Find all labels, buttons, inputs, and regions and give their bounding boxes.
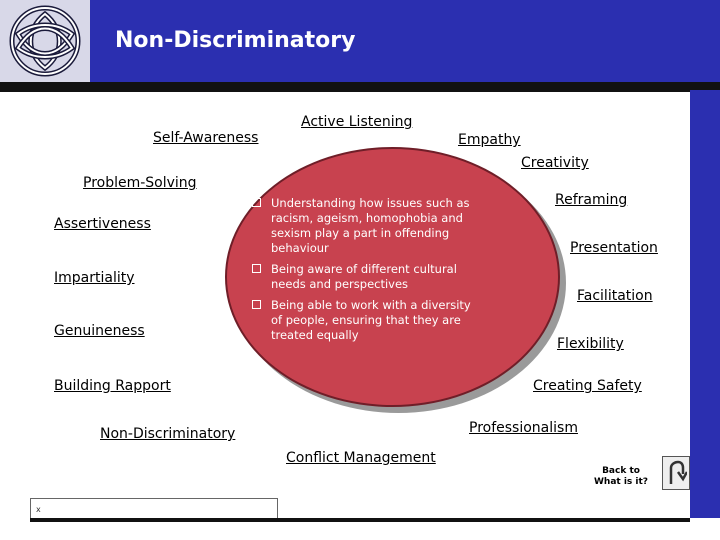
footer-divider bbox=[30, 518, 690, 522]
slide-number: x bbox=[36, 505, 41, 514]
checkbox-bullet-icon bbox=[252, 198, 261, 207]
skill-link-active-listening[interactable]: Active Listening bbox=[301, 114, 413, 130]
skill-link-non-discriminatory[interactable]: Non-Discriminatory bbox=[100, 426, 236, 442]
page-title: Non-Discriminatory bbox=[115, 28, 356, 53]
skill-link-assertiveness[interactable]: Assertiveness bbox=[54, 216, 151, 232]
skill-link-creating-safety[interactable]: Creating Safety bbox=[533, 378, 642, 394]
skill-link-genuineness[interactable]: Genuineness bbox=[54, 323, 145, 339]
skill-link-conflict-management[interactable]: Conflict Management bbox=[286, 450, 436, 466]
bullet-list bbox=[252, 196, 484, 349]
back-link-label[interactable]: Back to What is it? bbox=[593, 466, 649, 487]
back-button[interactable] bbox=[662, 456, 690, 490]
list-item: Being able to work with a diversity of people, ensuring that they are treated equally bbox=[252, 298, 484, 343]
header-bar bbox=[0, 0, 720, 82]
footer-box bbox=[30, 498, 278, 520]
skill-link-presentation[interactable]: Presentation bbox=[570, 240, 658, 256]
skill-link-professionalism[interactable]: Professionalism bbox=[469, 420, 578, 436]
header-divider bbox=[0, 82, 720, 92]
skill-link-flexibility[interactable]: Flexibility bbox=[557, 336, 624, 352]
list-item: Being aware of different cultural needs and perspectives bbox=[252, 262, 484, 292]
celtic-knot-icon bbox=[0, 0, 90, 82]
skill-link-reframing[interactable]: Reframing bbox=[555, 192, 628, 208]
checkbox-bullet-icon bbox=[252, 264, 261, 273]
side-bar bbox=[690, 90, 720, 518]
u-turn-arrow-icon bbox=[665, 460, 687, 486]
skill-link-problem-solving[interactable]: Problem-Solving bbox=[83, 175, 197, 191]
skill-link-empathy[interactable]: Empathy bbox=[458, 132, 521, 148]
skill-link-impartiality[interactable]: Impartiality bbox=[54, 270, 135, 286]
list-item: Understanding how issues such as racism, ageism, homophobia and sexism play a part in offending behaviour bbox=[252, 196, 484, 256]
skill-link-building-rapport[interactable]: Building Rapport bbox=[54, 378, 171, 394]
skill-link-facilitation[interactable]: Facilitation bbox=[577, 288, 653, 304]
skill-link-self-awareness[interactable]: Self-Awareness bbox=[153, 130, 259, 146]
checkbox-bullet-icon bbox=[252, 300, 261, 309]
skill-link-creativity[interactable]: Creativity bbox=[521, 155, 589, 171]
